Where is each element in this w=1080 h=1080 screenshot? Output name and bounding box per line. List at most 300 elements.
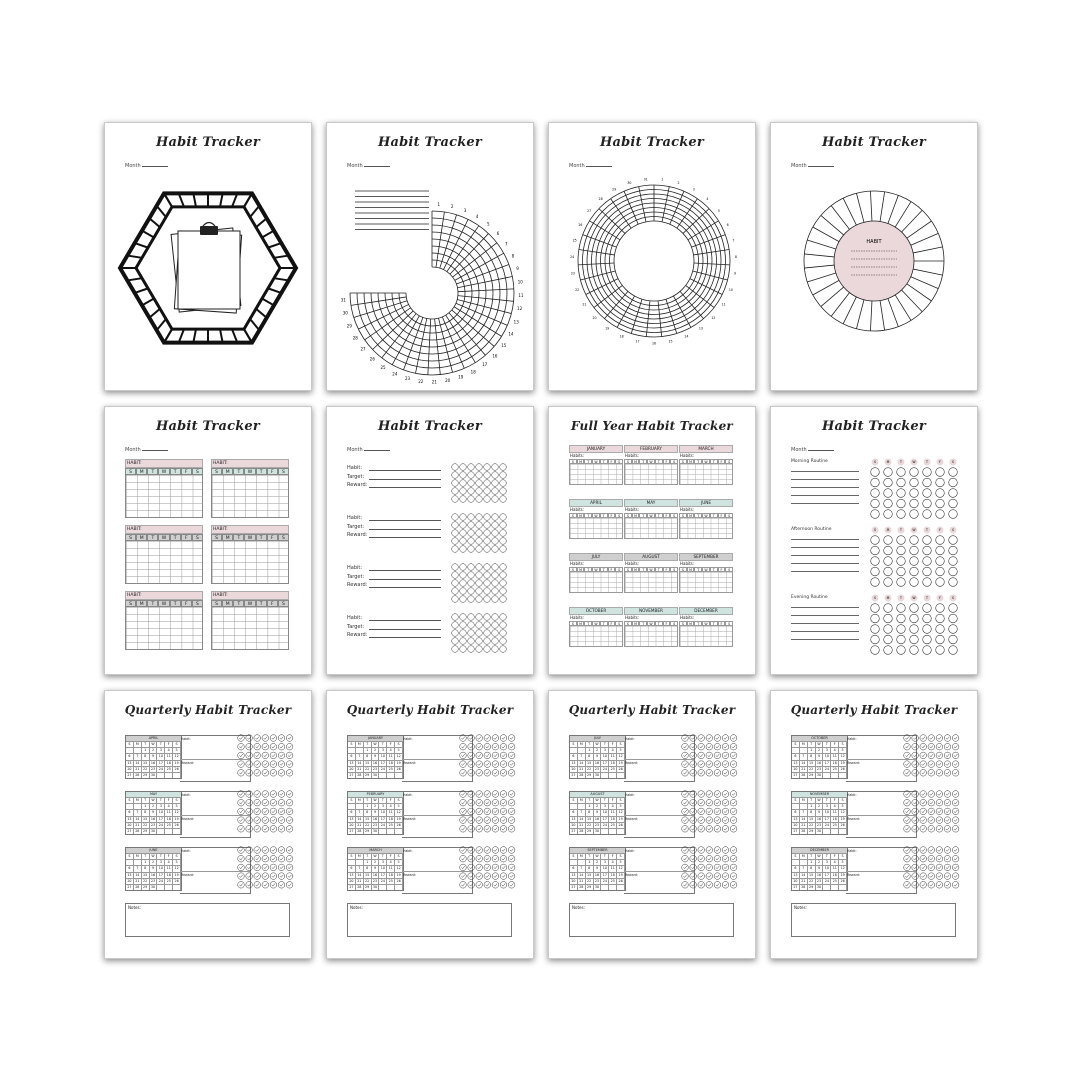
checkoff-circle[interactable] [492,514,499,521]
checkoff-circle[interactable] [484,488,491,495]
date-cell[interactable]: 17 [823,816,831,822]
date-cell[interactable]: 19 [173,816,181,822]
date-cell[interactable]: 27 [126,828,134,834]
date-cell[interactable]: 19 [395,816,403,822]
checkoff-circle[interactable] [936,625,945,634]
checkoff-circle[interactable] [871,510,880,519]
check-circle[interactable] [730,735,737,742]
check-circle[interactable] [262,770,269,777]
check-circle[interactable] [682,799,689,806]
check-circle[interactable] [730,799,737,806]
checkoff-circle[interactable] [949,578,958,587]
date-cell[interactable]: 10 [823,865,831,871]
checkoff-circle[interactable] [884,510,893,519]
date-cell[interactable]: 27 [792,772,800,778]
date-cell[interactable] [157,772,165,778]
check-circle[interactable] [270,847,277,854]
check-circle[interactable] [262,882,269,889]
checkoff-circle[interactable] [460,530,467,537]
check-circle[interactable] [492,817,499,824]
checkoff-circle[interactable] [468,638,475,645]
check-circle[interactable] [254,864,261,871]
date-cell[interactable]: 6 [792,809,800,815]
date-cell[interactable]: 17 [157,816,165,822]
checkoff-circle[interactable] [484,572,491,579]
date-cell[interactable]: 14 [356,872,364,878]
date-cell[interactable]: 3 [157,859,165,865]
check-circle[interactable] [262,735,269,742]
check-circle[interactable] [278,735,285,742]
date-cell[interactable]: 23 [594,822,602,828]
check-circle[interactable] [904,847,911,854]
date-cell[interactable]: 15 [364,760,372,766]
date-cell[interactable]: 25 [387,878,395,884]
date-cell[interactable]: 8 [586,753,594,759]
check-circle[interactable] [238,770,245,777]
check-circle[interactable] [460,855,467,862]
date-cell[interactable]: 30 [372,772,380,778]
checkoff-circle[interactable] [884,646,893,655]
check-circle[interactable] [706,743,713,750]
checkoff-circle[interactable] [492,646,499,653]
checkoff-circle[interactable] [460,646,467,653]
check-circle[interactable] [286,873,293,880]
date-cell[interactable]: 16 [816,816,824,822]
date-cell[interactable] [387,884,395,890]
date-cell[interactable]: 5 [617,859,625,865]
check-circle[interactable] [492,855,499,862]
check-circle[interactable] [944,791,951,798]
checkoff-circle[interactable] [500,514,507,521]
date-cell[interactable]: 30 [150,772,158,778]
check-circle[interactable] [714,735,721,742]
notes-box[interactable]: Notes: [791,903,956,937]
checkoff-circle[interactable] [871,625,880,634]
check-circle[interactable] [484,882,491,889]
checkoff-circle[interactable] [476,522,483,529]
date-cell[interactable] [379,772,387,778]
date-cell[interactable]: 16 [372,872,380,878]
checkoff-circle[interactable] [460,496,467,503]
check-circle[interactable] [476,799,483,806]
checkoff-circle[interactable] [484,480,491,487]
check-circle[interactable] [920,817,927,824]
check-circle[interactable] [928,847,935,854]
checkoff-circle[interactable] [452,546,459,553]
checkoff-circle[interactable] [897,604,906,613]
date-cell[interactable]: 4 [831,859,839,865]
check-circle[interactable] [912,873,919,880]
check-circle[interactable] [254,799,261,806]
check-circle[interactable] [690,752,697,759]
date-cell[interactable]: 24 [157,878,165,884]
checkoff-circle[interactable] [897,499,906,508]
date-cell[interactable]: 10 [157,753,165,759]
date-cell[interactable]: 30 [594,884,602,890]
date-cell[interactable]: 24 [823,822,831,828]
checkoff-circle[interactable] [476,480,483,487]
checkoff-circle[interactable] [910,468,919,477]
check-circle[interactable] [254,855,261,862]
check-circle[interactable] [492,752,499,759]
checkoff-circle[interactable] [923,489,932,498]
date-cell[interactable]: 23 [150,822,158,828]
date-cell[interactable]: 20 [126,822,134,828]
checkoff-circle[interactable] [897,468,906,477]
date-cell[interactable]: 13 [126,816,134,822]
month-calendar[interactable] [347,791,404,835]
date-cell[interactable]: 2 [372,747,380,753]
month-block[interactable] [679,607,733,647]
date-cell[interactable]: 27 [792,884,800,890]
date-cell[interactable]: 22 [808,766,816,772]
check-circle[interactable] [904,817,911,824]
check-circle[interactable] [508,826,515,833]
date-cell[interactable]: 18 [165,872,173,878]
check-circle[interactable] [460,799,467,806]
check-circle[interactable] [690,882,697,889]
checkoff-circle[interactable] [500,638,507,645]
date-cell[interactable]: 2 [150,859,158,865]
date-cell[interactable]: 28 [578,828,586,834]
check-circle[interactable] [714,882,721,889]
check-circle[interactable] [698,817,705,824]
check-circle[interactable] [278,743,285,750]
checkoff-circle[interactable] [484,622,491,629]
check-circle[interactable] [952,799,959,806]
date-cell[interactable]: 11 [165,865,173,871]
date-cell[interactable] [165,884,173,890]
checkoff-circle[interactable] [460,464,467,471]
check-circle[interactable] [682,817,689,824]
check-circle[interactable] [936,826,943,833]
date-cell[interactable]: 18 [165,816,173,822]
check-circle[interactable] [508,799,515,806]
check-circle[interactable] [936,873,943,880]
check-circle[interactable] [698,808,705,815]
date-cell[interactable]: 2 [816,747,824,753]
date-cell[interactable]: 26 [617,822,625,828]
date-cell[interactable]: 16 [816,760,824,766]
checkoff-circle[interactable] [476,622,483,629]
checkoff-circle[interactable] [460,588,467,595]
month-calendar[interactable] [791,847,848,891]
month-block[interactable] [624,553,678,593]
check-circle[interactable] [682,770,689,777]
check-circle[interactable] [270,808,277,815]
date-cell[interactable]: 22 [142,878,150,884]
habit-grid[interactable] [211,541,289,584]
date-cell[interactable]: 6 [792,865,800,871]
check-circle[interactable] [476,882,483,889]
date-cell[interactable]: 6 [792,753,800,759]
check-circle[interactable] [500,847,507,854]
check-circle[interactable] [904,826,911,833]
check-circle[interactable] [936,817,943,824]
check-circle[interactable] [270,791,277,798]
date-cell[interactable]: 11 [165,753,173,759]
checkoff-circle[interactable] [468,580,475,587]
date-cell[interactable]: 14 [134,872,142,878]
check-circle[interactable] [722,791,729,798]
date-cell[interactable]: 27 [126,884,134,890]
checkoff-circle[interactable] [949,614,958,623]
checkoff-circle[interactable] [460,572,467,579]
check-circle[interactable] [904,735,911,742]
checkoff-circle[interactable] [949,604,958,613]
date-cell[interactable]: 29 [808,772,816,778]
date-cell[interactable]: 19 [839,760,847,766]
date-cell[interactable] [601,828,609,834]
checkoff-circle[interactable] [492,564,499,571]
date-cell[interactable]: 29 [586,884,594,890]
checkoff-circle[interactable] [476,496,483,503]
date-cell[interactable]: 21 [800,766,808,772]
check-circle[interactable] [952,882,959,889]
check-circle[interactable] [714,799,721,806]
date-cell[interactable]: 20 [792,822,800,828]
date-cell[interactable]: 28 [800,884,808,890]
check-circle[interactable] [246,847,253,854]
date-cell[interactable]: 29 [364,884,372,890]
date-cell[interactable]: 23 [594,878,602,884]
check-circle[interactable] [484,743,491,750]
checkoff-circle[interactable] [468,464,475,471]
date-cell[interactable]: 25 [165,766,173,772]
check-circle[interactable] [262,864,269,871]
date-cell[interactable]: 17 [157,760,165,766]
check-circle[interactable] [484,752,491,759]
check-circle[interactable] [508,817,515,824]
check-circle[interactable] [476,761,483,768]
checkoff-circle[interactable] [492,572,499,579]
check-circle[interactable] [944,799,951,806]
checkoff-circle[interactable] [949,546,958,555]
check-circle[interactable] [690,791,697,798]
date-cell[interactable]: 15 [808,760,816,766]
check-circle[interactable] [912,770,919,777]
check-circle[interactable] [714,808,721,815]
checkoff-circle[interactable] [492,580,499,587]
date-cell[interactable]: 28 [356,828,364,834]
date-cell[interactable]: 24 [823,878,831,884]
checkoff-circle[interactable] [910,510,919,519]
date-cell[interactable] [157,884,165,890]
check-circle[interactable] [698,752,705,759]
date-cell[interactable]: 13 [126,760,134,766]
check-circle[interactable] [468,847,475,854]
check-circle[interactable] [952,761,959,768]
date-cell[interactable]: 19 [839,816,847,822]
checkoff-circle[interactable] [476,546,483,553]
check-circle[interactable] [484,799,491,806]
check-circle[interactable] [936,882,943,889]
checkoff-circle[interactable] [871,546,880,555]
date-cell[interactable]: 6 [126,753,134,759]
date-cell[interactable]: 18 [165,760,173,766]
check-circle[interactable] [698,855,705,862]
check-circle[interactable] [476,847,483,854]
checkoff-circle[interactable] [476,530,483,537]
checkoff-circle[interactable] [936,557,945,566]
date-cell[interactable]: 20 [126,878,134,884]
checkoff-circle[interactable] [492,622,499,629]
check-circle[interactable] [706,855,713,862]
date-cell[interactable]: 6 [570,753,578,759]
date-cell[interactable]: 11 [609,753,617,759]
notes-box[interactable]: Notes: [569,903,734,937]
check-circle[interactable] [500,808,507,815]
date-cell[interactable]: 8 [586,865,594,871]
check-circle[interactable] [912,735,919,742]
checkoff-circle[interactable] [884,635,893,644]
date-cell[interactable]: 2 [372,859,380,865]
month-grid[interactable] [624,518,678,539]
check-circle[interactable] [912,799,919,806]
date-cell[interactable]: 24 [157,766,165,772]
date-cell[interactable]: 2 [594,859,602,865]
checkoff-circle[interactable] [949,478,958,487]
date-cell[interactable]: 29 [808,884,816,890]
checkoff-circle[interactable] [884,567,893,576]
date-cell[interactable]: 17 [601,872,609,878]
check-circle[interactable] [460,808,467,815]
date-cell[interactable]: 6 [348,753,356,759]
check-circle[interactable] [904,761,911,768]
date-cell[interactable]: 6 [348,809,356,815]
check-circle[interactable] [904,752,911,759]
date-cell[interactable]: 11 [387,865,395,871]
date-cell[interactable]: 1 [586,859,594,865]
check-circle[interactable] [270,817,277,824]
check-circle[interactable] [460,826,467,833]
check-circle[interactable] [698,873,705,880]
date-cell[interactable]: 1 [364,859,372,865]
checkoff-circle[interactable] [452,614,459,621]
date-cell[interactable]: 28 [134,772,142,778]
habit-grid[interactable] [125,607,203,650]
date-cell[interactable]: 23 [372,822,380,828]
month-grid[interactable] [679,518,733,539]
check-circle[interactable] [278,882,285,889]
date-cell[interactable] [157,828,165,834]
date-cell[interactable]: 5 [839,747,847,753]
date-cell[interactable]: 13 [792,816,800,822]
date-cell[interactable]: 6 [570,809,578,815]
month-calendar[interactable] [347,735,404,779]
checkoff-circle[interactable] [936,646,945,655]
check-circle[interactable] [698,826,705,833]
date-cell[interactable]: 9 [372,809,380,815]
checkoff-circle[interactable] [936,635,945,644]
date-cell[interactable]: 25 [387,766,395,772]
check-circle[interactable] [508,873,515,880]
date-cell[interactable]: 1 [808,859,816,865]
date-cell[interactable]: 26 [395,878,403,884]
check-circle[interactable] [286,826,293,833]
quarterly-card-q1[interactable] [326,690,534,959]
month-block[interactable] [569,607,623,647]
date-cell[interactable]: 24 [379,766,387,772]
checkoff-circle[interactable] [492,596,499,603]
check-circle[interactable] [476,808,483,815]
date-cell[interactable]: 15 [142,872,150,878]
month-calendar[interactable] [791,735,848,779]
check-circle[interactable] [492,864,499,871]
checkoff-circle[interactable] [884,578,893,587]
habit-grid[interactable] [125,541,203,584]
date-cell[interactable]: 13 [570,760,578,766]
date-cell[interactable]: 27 [348,884,356,890]
date-cell[interactable]: 12 [173,753,181,759]
date-cell[interactable]: 7 [134,865,142,871]
date-cell[interactable]: 24 [823,766,831,772]
check-circle[interactable] [262,743,269,750]
check-circle[interactable] [476,735,483,742]
date-cell[interactable]: 7 [578,865,586,871]
date-cell[interactable]: 14 [578,760,586,766]
checkoff-circle[interactable] [884,478,893,487]
date-cell[interactable]: 9 [150,753,158,759]
habit-grid[interactable] [211,475,289,518]
date-cell[interactable]: 22 [586,878,594,884]
check-circle[interactable] [460,882,467,889]
check-circle[interactable] [682,826,689,833]
notes-box[interactable]: Notes: [125,903,290,937]
checkoff-circle[interactable] [500,522,507,529]
date-cell[interactable]: 11 [831,809,839,815]
check-circle[interactable] [476,770,483,777]
date-cell[interactable]: 6 [570,865,578,871]
check-circle[interactable] [262,791,269,798]
check-circle[interactable] [238,855,245,862]
checkoff-circle[interactable] [468,496,475,503]
date-cell[interactable]: 9 [594,865,602,871]
date-cell[interactable]: 23 [372,878,380,884]
check-circle[interactable] [912,761,919,768]
checkoff-circle[interactable] [476,638,483,645]
month-calendar[interactable] [125,847,182,891]
date-cell[interactable]: 14 [578,816,586,822]
check-circle[interactable] [730,855,737,862]
checkoff-circle[interactable] [492,472,499,479]
date-cell[interactable]: 4 [387,747,395,753]
check-circle[interactable] [492,882,499,889]
checkoff-circle[interactable] [936,567,945,576]
check-circle[interactable] [714,817,721,824]
checkoff-circle[interactable] [884,499,893,508]
check-circle[interactable] [500,735,507,742]
month-calendar[interactable] [569,735,626,779]
date-cell[interactable]: 27 [348,772,356,778]
date-cell[interactable]: 1 [586,803,594,809]
check-circle[interactable] [286,752,293,759]
check-circle[interactable] [920,847,927,854]
date-cell[interactable]: 25 [831,878,839,884]
check-circle[interactable] [936,799,943,806]
check-circle[interactable] [246,808,253,815]
habit-target-card[interactable] [326,406,534,675]
checkoff-circle[interactable] [500,588,507,595]
date-cell[interactable]: 28 [134,828,142,834]
habit-box[interactable] [211,525,289,584]
date-cell[interactable]: 29 [808,828,816,834]
date-cell[interactable]: 25 [609,878,617,884]
date-cell[interactable]: 24 [601,878,609,884]
check-circle[interactable] [912,882,919,889]
date-cell[interactable]: 16 [594,816,602,822]
checkoff-circle[interactable] [468,588,475,595]
